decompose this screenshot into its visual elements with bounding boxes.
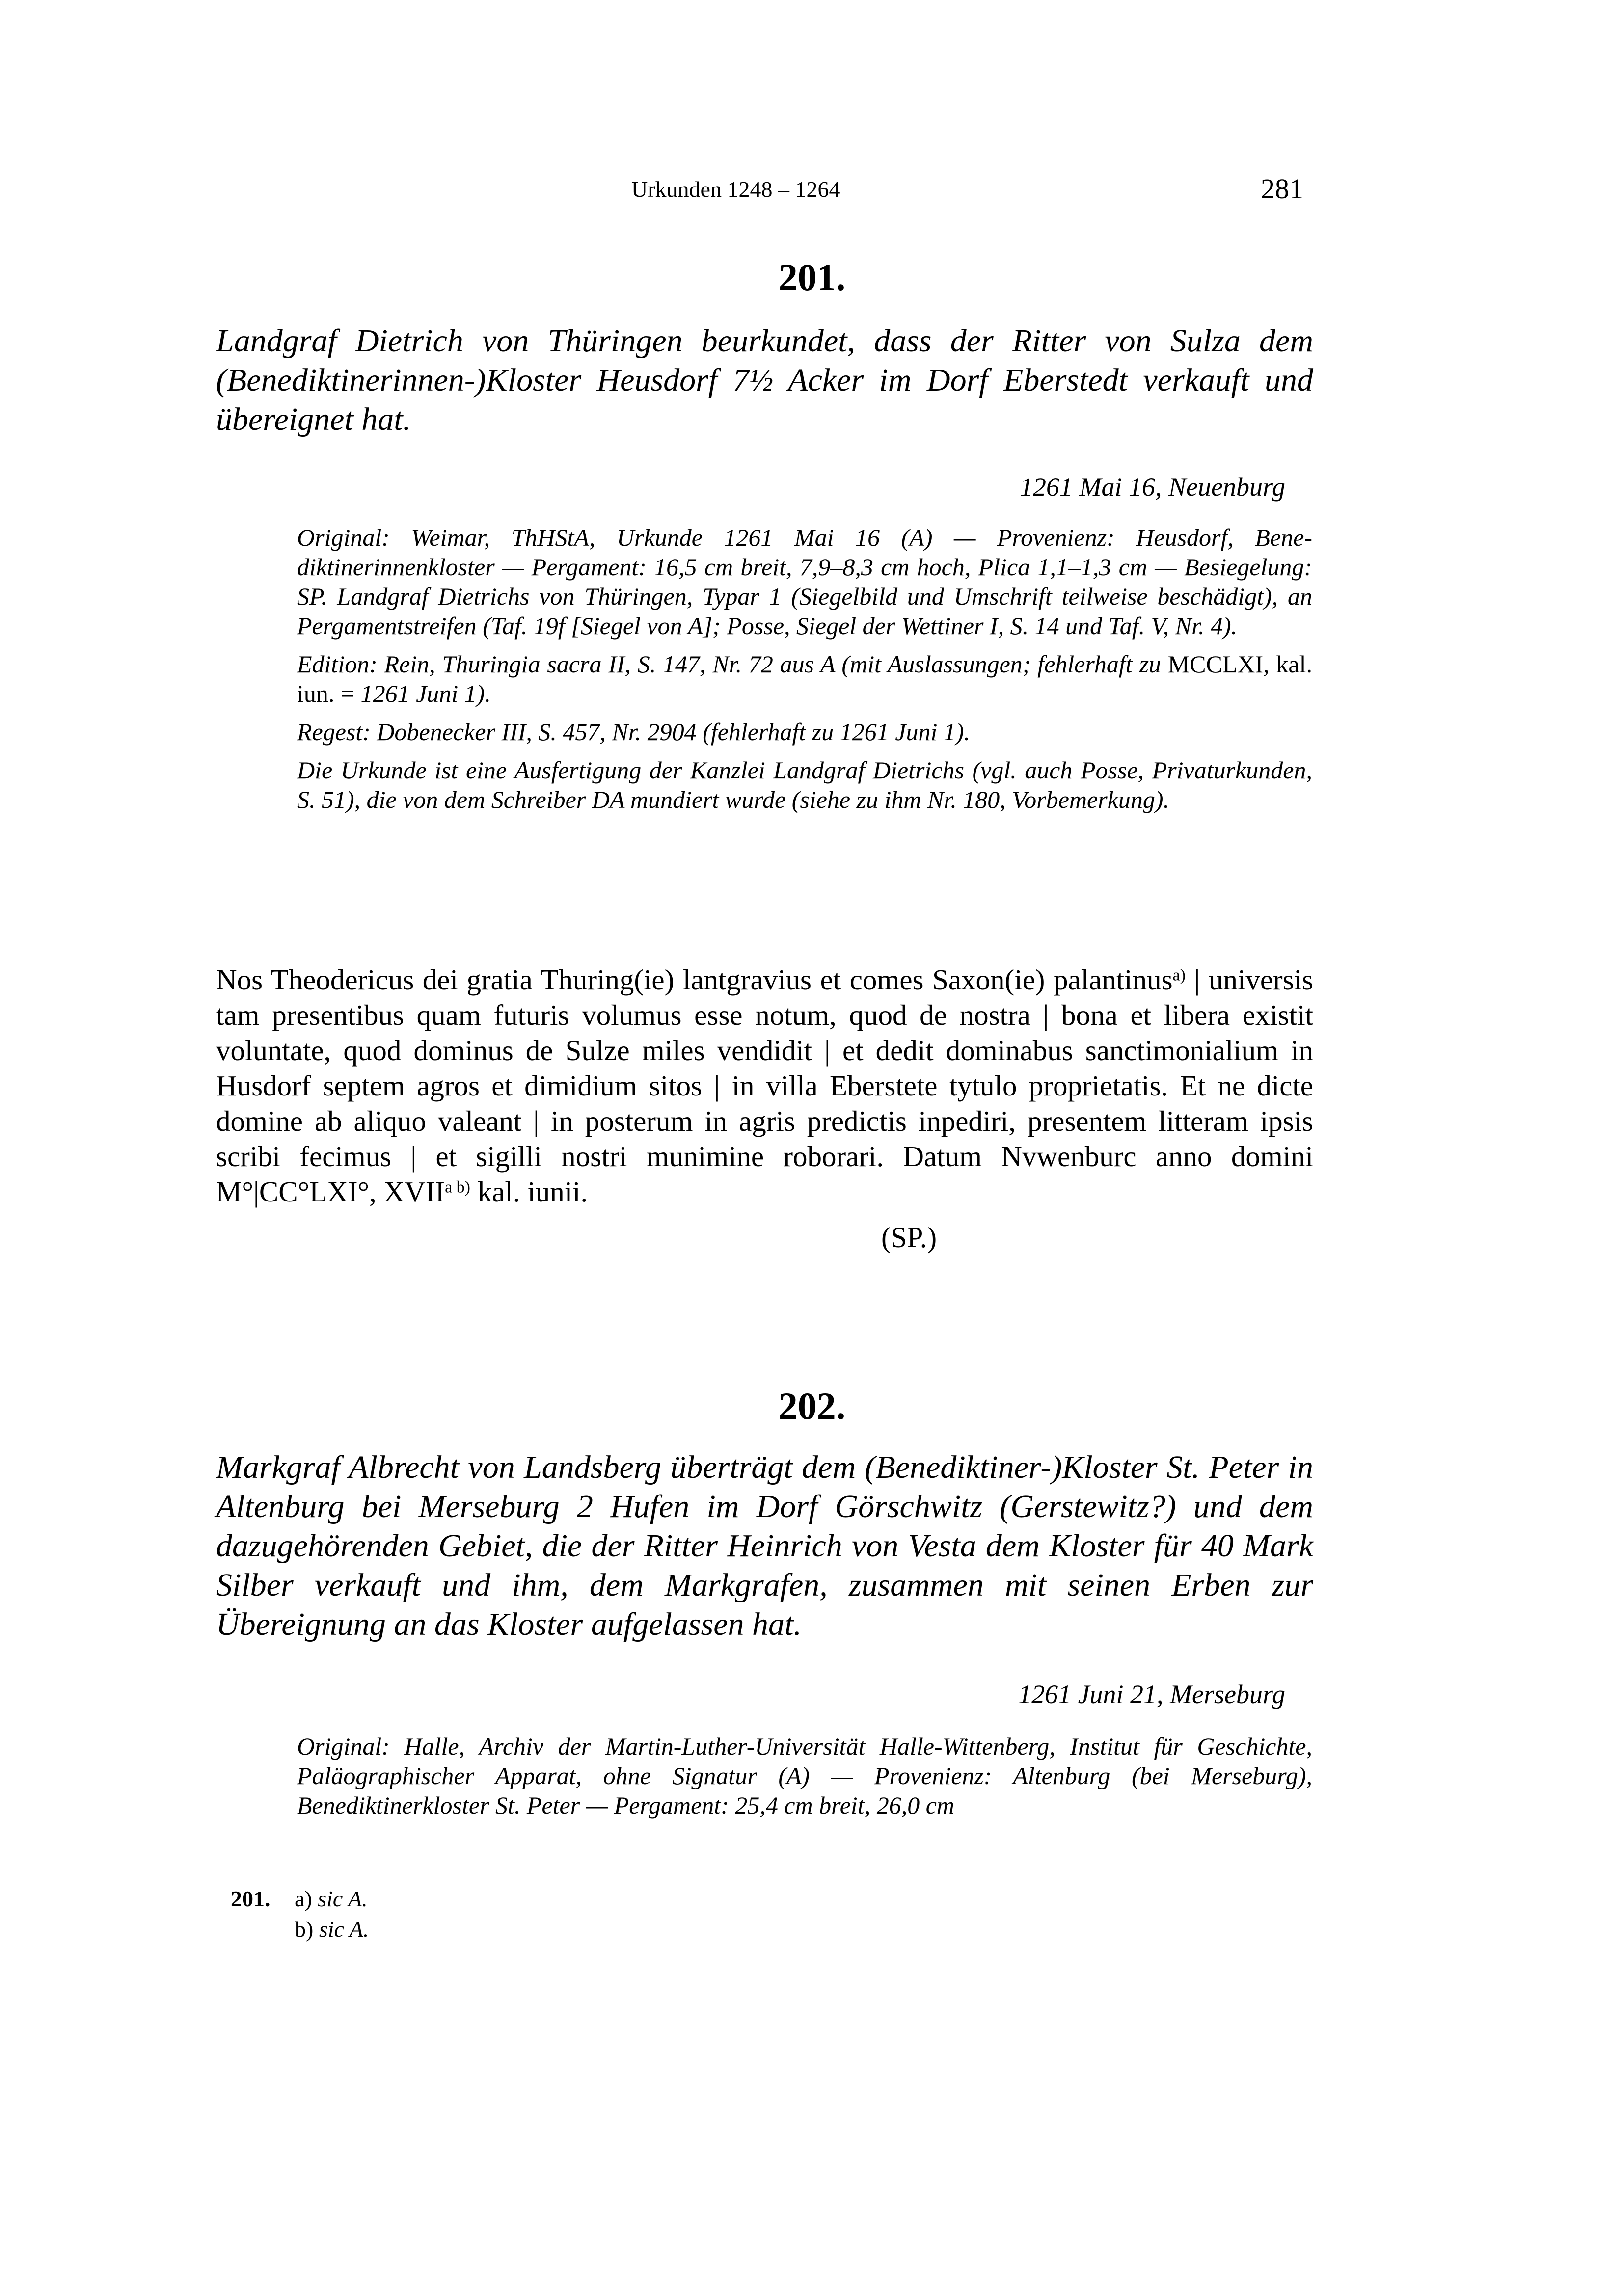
- note-original-201: Original: Weimar, ThHStA, Urkunde 1261 Mai 16 (A) — Provenienz: Heusdorf, Benediktinerinnenkloster — Pergament: 16,5 cm breit, 7,9–8,3 cm hoch, Plica 1,1–1,3 cm — Besiegelung: SP. Landgraf Dietrichs von Thüringen, Typar 1 (Siegelbild und Umschrift teilweise beschädigt), an Pergamentstreifen (Taf. 19f [Siegel von A]; Posse, Siegel der Wettiner I, S. 14 und Taf. V, Nr. 4).: [297, 524, 1312, 640]
- note-regest-201: Regest: Dobenecker III, S. 457, Nr. 2904 (fehlerhaft zu 1261 Juni 1).: [297, 718, 971, 746]
- footnote-a: [295, 1884, 368, 1914]
- running-head: Urkunden 1248 – 1264: [631, 177, 840, 202]
- regest-201: Landgraf Dietrich von Thüringen beurkundet, dass der Ritter von Sulza dem (Benediktinerinnen-)Kloster Heusdorf 7½ Acker im Dorf Eberstedt verkauft und übereignet hat.: [216, 323, 1313, 437]
- edition-date-roman: MCCLXI, kal. iun. =: [297, 650, 1313, 707]
- footnote-b: [295, 1914, 369, 1945]
- charter-text-part2: | universis tam presentibus quam futuris volumus esse notum, quod de nostra | bona et libera existit voluntate, quod dominus de Sulze miles vendidit | et dedit dominabus sanctimonialium in Husdorf septem agros et dimidium sitos | in villa Eberstete tytulo proprietatis. Et ne dicte domine ab aliquo valeant | in posterum in agris predictis inpediri, presentem litteram ipsis scribi fecimus | et sigilli nostri munimine roborari. Datum Nvwenburc anno domini M°|CC°LXI°, XVII: [216, 963, 1313, 1208]
- footnote-label: 201.: [231, 1886, 271, 1911]
- footnote-a-text: sic A.: [318, 1886, 368, 1911]
- edition-tail: 1261 Juni 1).: [360, 680, 491, 707]
- document-number-201: 201.: [778, 256, 846, 298]
- seal-mark: (SP.): [881, 1221, 937, 1254]
- page-number: 281: [1261, 173, 1303, 205]
- footnote-ref-a: a): [1172, 966, 1186, 985]
- note-original-202: Original: Halle, Archiv der Martin-Luther-Universität Halle-Wittenberg, Institut für Geschichte, Paläographischer Apparat, ohne Signatur (A) — Provenienz: Altenburg (bei Merseburg), Benediktinerkloster St. Peter — Pergament: 25,4 cm breit, 26,0 cm: [297, 1733, 1312, 1819]
- dateline-202: 1261 Juni 21, Merseburg: [1018, 1680, 1285, 1709]
- document-number-202: 202.: [778, 1385, 846, 1427]
- dateline-201: 1261 Mai 16, Neuenburg: [1020, 472, 1285, 502]
- footnote-a-mark: a): [295, 1886, 312, 1911]
- regest-202: Markgraf Albrecht von Landsberg überträgt dem (Benediktiner-)Kloster St. Peter in Altenburg bei Merseburg 2 Hufen im Dorf Görschwitz (Gerstewitz?) und dem dazugehörenden Gebiet, die der Ritter Heinrich von Vesta dem Kloster für 40 Mark Silber verkauft und ihm, dem Markgrafen, zusammen mit seinen Erben zur Übereignung an das Kloster aufgelassen hat.: [216, 1449, 1313, 1642]
- apparatus-202: [297, 1732, 1312, 1829]
- charter-text-part1: Nos Theodericus dei gratia Thuring(ie) lantgravius et comes Saxon(ie) palantinus: [216, 963, 1173, 996]
- note-remark-201: Die Urkunde ist eine Ausfertigung der Kanzlei Landgraf Dietrichs (vgl. auch Posse, Privaturkunden, S. 51), die von dem Schreiber DA mundiert wurde (siehe zu ihm Nr. 180, Vorbemerkung).: [297, 756, 1312, 813]
- edition-text: Edition: Rein, Thuringia sacra II, S. 147, Nr. 72 aus A (mit Auslassungen; fehlerhaft zu: [297, 650, 1161, 678]
- footnote-ref-ab: a b): [445, 1178, 470, 1197]
- charter-text-201: [216, 962, 1313, 1209]
- note-edition-201: [297, 649, 1312, 708]
- footnote-b-mark: b): [295, 1917, 314, 1942]
- charter-text-part3: kal. iunii.: [470, 1175, 588, 1208]
- footnote-b-text: sic A.: [319, 1917, 369, 1942]
- apparatus-201: [297, 523, 1312, 823]
